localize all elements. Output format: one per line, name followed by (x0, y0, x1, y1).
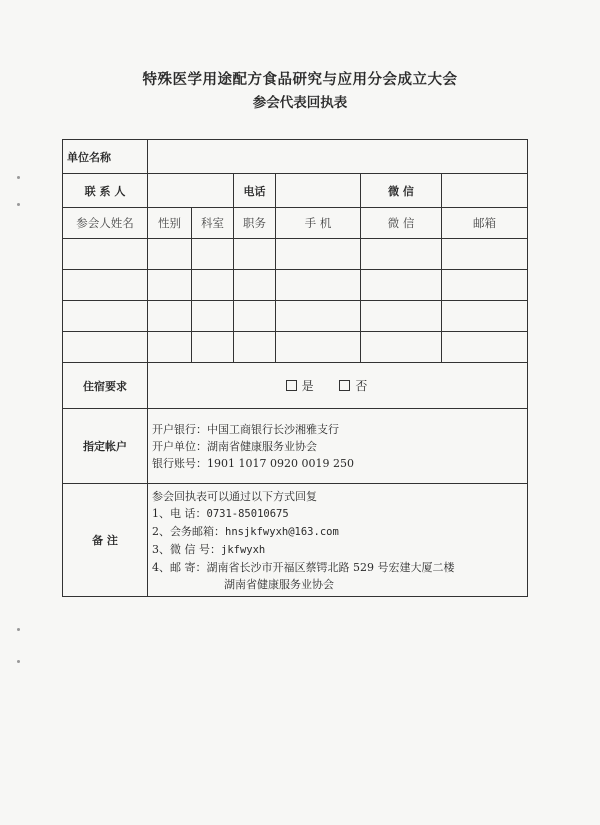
account-row (63, 409, 528, 484)
col-header-wechat: 微 信 (361, 208, 442, 239)
document-subtitle: 参会代表回执表 (252, 95, 348, 111)
attendee-row (63, 239, 528, 270)
attendee-cell[interactable] (63, 270, 148, 301)
attendee-row (63, 332, 528, 363)
attendee-cell[interactable] (234, 301, 276, 332)
attendee-row (63, 270, 528, 301)
wechat-field[interactable] (442, 174, 528, 208)
account-number-line: 银行账号：1901 1017 0920 0019 250 (152, 456, 354, 470)
attendee-cell[interactable] (442, 239, 528, 270)
attendee-cell[interactable] (63, 332, 148, 363)
remark-mail-recipient: 湖南省健康服务业协会 (224, 577, 334, 591)
attendee-cell[interactable] (192, 270, 234, 301)
remark-item-phone: 1、电 话：0731-85010675 (152, 506, 289, 520)
col-header-mobile: 手 机 (276, 208, 361, 239)
attendee-cell[interactable] (234, 332, 276, 363)
contact-label: 联 系 人 (63, 174, 148, 208)
attendee-row (63, 301, 528, 332)
attendee-cell[interactable] (361, 239, 442, 270)
attendee-cell[interactable] (361, 301, 442, 332)
remark-item-email: 2、会务邮箱：hnsjkfwyxh@163.com (152, 524, 339, 538)
col-header-email: 邮箱 (442, 208, 528, 239)
attendee-cell[interactable] (361, 332, 442, 363)
col-header-department: 科室 (192, 208, 234, 239)
remarks-row (63, 484, 528, 597)
remark-item-mail: 4、邮 寄：湖南省长沙市开福区蔡锷北路 529 号宏建大厦二楼 (152, 560, 455, 574)
contact-row (63, 174, 528, 208)
remarks-intro: 参会回执表可以通过以下方式回复 (152, 489, 317, 503)
scan-speck (17, 660, 20, 663)
remark-item-wechat: 3、微 信 号：jkfwyxh (152, 542, 266, 556)
attendee-cell[interactable] (442, 301, 528, 332)
attendee-cell[interactable] (442, 270, 528, 301)
attendee-cell[interactable] (148, 239, 192, 270)
unit-name-row (63, 140, 528, 174)
col-header-name: 参会人姓名 (63, 208, 148, 239)
phone-label: 电话 (234, 174, 276, 208)
scan-speck (17, 176, 20, 179)
remarks-info (148, 484, 528, 597)
attendee-cell[interactable] (276, 270, 361, 301)
accommodation-yes-checkbox[interactable] (286, 380, 297, 391)
attendee-cell[interactable] (148, 332, 192, 363)
accommodation-no-label: 否 (355, 379, 368, 393)
attendee-cell[interactable] (276, 332, 361, 363)
scan-speck (17, 628, 20, 631)
accommodation-label: 住宿要求 (63, 363, 148, 409)
bank-name-line: 开户银行：中国工商银行长沙湘雅支行 (152, 422, 339, 436)
scan-speck (17, 203, 20, 206)
attendee-cell[interactable] (192, 239, 234, 270)
document-title: 特殊医学用途配方食品研究与应用分会成立大会 (142, 72, 458, 88)
account-info (148, 409, 528, 484)
accommodation-row (63, 363, 528, 409)
attendee-cell[interactable] (442, 332, 528, 363)
col-header-position: 职务 (234, 208, 276, 239)
accommodation-no-checkbox[interactable] (339, 380, 350, 391)
accommodation-options (148, 363, 528, 409)
attendee-cell[interactable] (276, 239, 361, 270)
attendee-cell[interactable] (63, 301, 148, 332)
attendee-cell[interactable] (148, 301, 192, 332)
attendee-cell[interactable] (276, 301, 361, 332)
attendee-cell[interactable] (148, 270, 192, 301)
remarks-label: 备 注 (63, 484, 148, 597)
accommodation-yes-label: 是 (301, 379, 314, 393)
account-label: 指定帐户 (63, 409, 148, 484)
attendee-cell[interactable] (192, 332, 234, 363)
unit-name-field[interactable] (148, 140, 528, 174)
attendee-cell[interactable] (234, 239, 276, 270)
contact-field[interactable] (148, 174, 234, 208)
wechat-label: 微 信 (361, 174, 442, 208)
account-holder-line: 开户单位：湖南省健康服务业协会 (152, 439, 317, 453)
attendee-header-row (63, 208, 528, 239)
phone-field[interactable] (276, 174, 361, 208)
attendee-cell[interactable] (361, 270, 442, 301)
col-header-gender: 性别 (148, 208, 192, 239)
unit-name-label: 单位名称 (63, 140, 148, 174)
registration-table (62, 139, 528, 597)
attendee-cell[interactable] (192, 301, 234, 332)
attendee-cell[interactable] (234, 270, 276, 301)
attendee-cell[interactable] (63, 239, 148, 270)
